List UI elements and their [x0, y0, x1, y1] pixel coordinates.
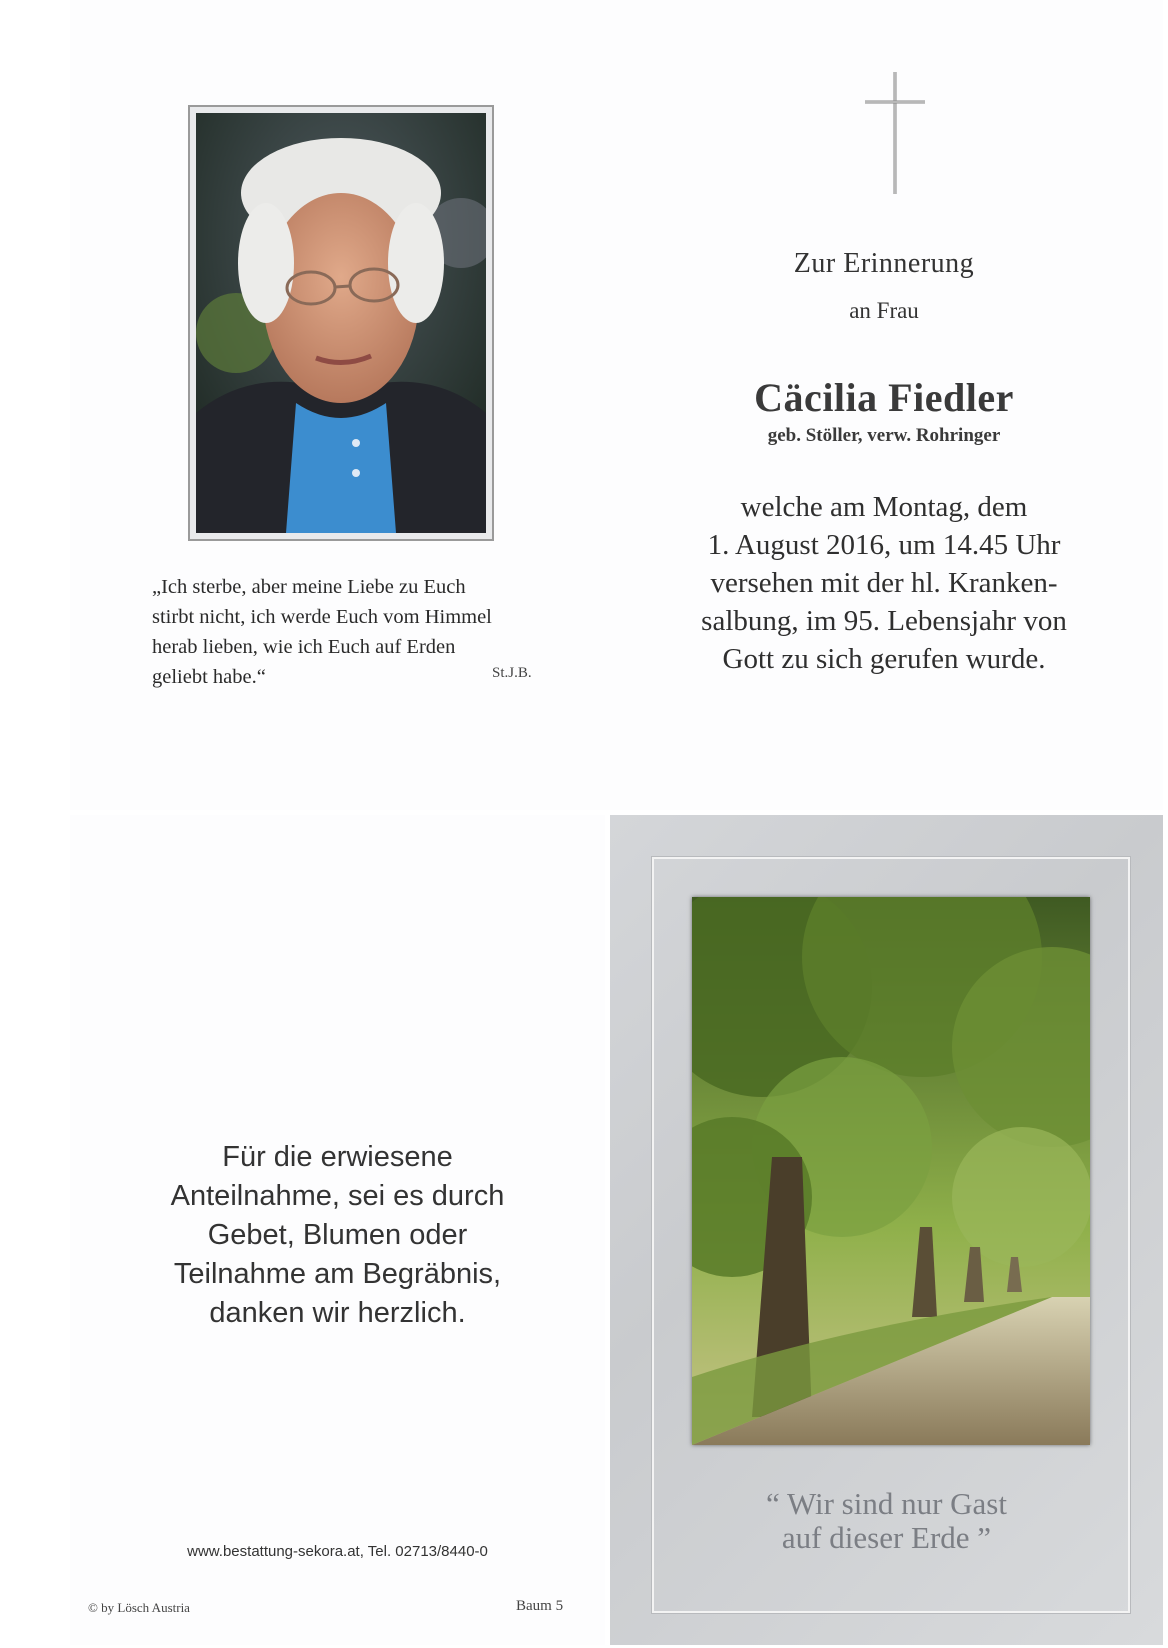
thanks-line: Gebet, Blumen oder	[207, 1219, 468, 1251]
thanks-message	[70, 1138, 605, 1333]
quote-text	[152, 572, 532, 692]
memorial-subheading: an Frau	[849, 298, 919, 323]
design-code: Baum 5	[516, 1598, 564, 1614]
motto-line: auf dieser Erde ”	[781, 1520, 992, 1555]
quote-author: St.J.B.	[492, 665, 532, 681]
portrait-photo	[196, 113, 486, 533]
memorial-panel	[605, 0, 1163, 810]
quote-line: „Ich sterbe, aber meine Liebe zu Euch	[152, 576, 466, 598]
portrait-frame	[188, 105, 494, 541]
death-notice-line: Gott zu sich gerufen wurde.	[722, 643, 1046, 675]
thanks-line: Teilnahme am Begräbnis,	[173, 1258, 502, 1290]
cover-panel	[610, 815, 1163, 1645]
copyright-text: © by Lösch Austria	[88, 1600, 190, 1615]
deceased-name: Cäcilia Fiedler	[754, 375, 1014, 420]
portrait-panel	[70, 0, 605, 810]
quote-line: geliebt habe.“	[152, 666, 266, 688]
portrait-image	[196, 113, 486, 533]
quote-line: stirbt nicht, ich werde Euch vom Himmel	[152, 606, 492, 628]
death-notice	[605, 488, 1163, 678]
cross-icon	[865, 72, 925, 194]
death-notice-line: salbung, im 95. Lebensjahr von	[701, 605, 1067, 637]
thanks-line: danken wir herzlich.	[209, 1297, 466, 1329]
thanks-line: Für die erwiesene	[222, 1141, 453, 1173]
tree-avenue-photo	[692, 897, 1090, 1445]
motto-line: “ Wir sind nur Gast	[766, 1486, 1007, 1521]
funeral-home-contact: www.bestattung-sekora.at, Tel. 02713/8440-0	[187, 1543, 488, 1560]
memorial-heading: Zur Erinnerung	[793, 248, 975, 279]
motto-text	[610, 1487, 1163, 1555]
death-notice-line: welche am Montag, dem	[740, 491, 1028, 523]
death-notice-line: versehen mit der hl. Kranken-	[710, 567, 1058, 599]
maiden-name: geb. Stöller, verw. Rohringer	[767, 425, 1001, 446]
quote-line: herab lieben, wie ich Euch auf Erden	[152, 636, 456, 658]
death-notice-line: 1. August 2016, um 14.45 Uhr	[707, 529, 1061, 561]
tree-avenue-image	[692, 897, 1090, 1445]
thanks-line: Anteilnahme, sei es durch	[170, 1180, 505, 1212]
